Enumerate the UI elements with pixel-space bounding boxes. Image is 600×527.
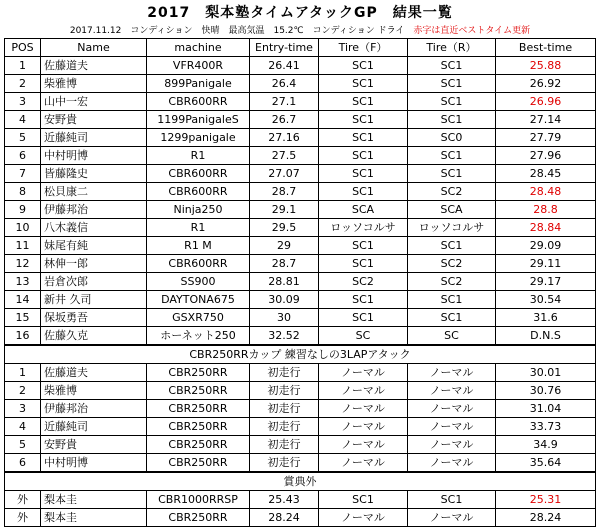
cell-machine: CBR600RR xyxy=(147,255,250,273)
cell-tire-front: ノーマル xyxy=(319,418,408,436)
cell-pos: 9 xyxy=(5,201,41,219)
cell-entry-time: 27.1 xyxy=(250,93,319,111)
extra-section-header-title: 賞典外 xyxy=(5,472,596,491)
cell-tire-rear: SC1 xyxy=(408,57,496,75)
table-row xyxy=(5,237,596,255)
cell-tire-front: ノーマル xyxy=(319,400,408,418)
cell-name: 妹尾有純 xyxy=(41,237,147,255)
cup-section-header xyxy=(5,345,596,364)
header-best-time: Best-time xyxy=(496,39,596,57)
header-pos: POS xyxy=(5,39,41,57)
cell-pos: 7 xyxy=(5,165,41,183)
conditions-line xyxy=(0,23,600,36)
cell-pos: 3 xyxy=(5,93,41,111)
cell-best-time: 31.6 xyxy=(496,309,596,327)
cell-machine: CBR600RR xyxy=(147,165,250,183)
cell-best-time: 26.96 xyxy=(496,93,596,111)
cell-entry-time: 初走行 xyxy=(250,400,319,418)
cell-pos: 13 xyxy=(5,273,41,291)
cell-entry-time: 初走行 xyxy=(250,382,319,400)
cell-machine: DAYTONA675 xyxy=(147,291,250,309)
cell-tire-rear: SC1 xyxy=(408,75,496,93)
cell-best-time: 26.92 xyxy=(496,75,596,93)
conditions-note: 赤字は直近ベストタイム更新 xyxy=(413,26,531,36)
cell-machine: CBR250RR xyxy=(147,400,250,418)
cell-machine: Ninja250 xyxy=(147,201,250,219)
cell-best-time: D.N.S xyxy=(496,327,596,346)
cell-tire-front: SC1 xyxy=(319,111,408,129)
cell-pos: 10 xyxy=(5,219,41,237)
cell-pos: 4 xyxy=(5,111,41,129)
cell-machine: CBR600RR xyxy=(147,93,250,111)
cell-tire-front: SC1 xyxy=(319,491,408,509)
cell-best-time: 29.09 xyxy=(496,237,596,255)
cell-machine: CBR250RR xyxy=(147,364,250,382)
header-entry-time: Entry-time xyxy=(250,39,319,57)
cell-tire-rear: SC1 xyxy=(408,93,496,111)
cell-best-time: 25.31 xyxy=(496,491,596,509)
extra-section-header xyxy=(5,472,596,491)
cell-name: 中村明博 xyxy=(41,147,147,165)
cell-tire-rear: ノーマル xyxy=(408,364,496,382)
cell-tire-rear: SC1 xyxy=(408,165,496,183)
cell-tire-rear: SC0 xyxy=(408,129,496,147)
cell-name: 佐藤道夫 xyxy=(41,364,147,382)
cell-tire-rear: SCA xyxy=(408,201,496,219)
cell-entry-time: 26.41 xyxy=(250,57,319,75)
cell-tire-front: ノーマル xyxy=(319,509,408,527)
cell-name: 中村明博 xyxy=(41,454,147,473)
cell-machine: 1299panigale xyxy=(147,129,250,147)
cell-best-time: 29.11 xyxy=(496,255,596,273)
cell-best-time: 28.48 xyxy=(496,183,596,201)
cell-machine: GSXR750 xyxy=(147,309,250,327)
cell-tire-front: ノーマル xyxy=(319,364,408,382)
cell-tire-rear: ロッソコルサ xyxy=(408,219,496,237)
cell-entry-time: 25.43 xyxy=(250,491,319,509)
cell-pos: 8 xyxy=(5,183,41,201)
cell-name: 八木義信 xyxy=(41,219,147,237)
cell-entry-time: 27.16 xyxy=(250,129,319,147)
cell-tire-front: ノーマル xyxy=(319,436,408,454)
cell-best-time: 28.8 xyxy=(496,201,596,219)
cell-pos: 2 xyxy=(5,382,41,400)
cell-pos: 11 xyxy=(5,237,41,255)
conditions-text: 2017.11.12 コンディション 快晴 最高気温 15.2℃ コンディション ドライ xyxy=(69,26,414,36)
cell-tire-front: SC2 xyxy=(319,273,408,291)
cell-best-time: 33.73 xyxy=(496,418,596,436)
cell-entry-time: 27.07 xyxy=(250,165,319,183)
cell-name: 伊藤邦治 xyxy=(41,201,147,219)
cell-entry-time: 30.09 xyxy=(250,291,319,309)
cell-pos: 1 xyxy=(5,364,41,382)
cell-best-time: 25.88 xyxy=(496,57,596,75)
table-row xyxy=(5,291,596,309)
cell-tire-rear: ノーマル xyxy=(408,382,496,400)
table-row xyxy=(5,147,596,165)
cell-tire-front: SC1 xyxy=(319,309,408,327)
cell-entry-time: 32.52 xyxy=(250,327,319,346)
cell-tire-front: SC1 xyxy=(319,129,408,147)
cell-best-time: 35.64 xyxy=(496,454,596,473)
cell-entry-time: 28.7 xyxy=(250,183,319,201)
table-row xyxy=(5,491,596,509)
cell-best-time: 27.96 xyxy=(496,147,596,165)
table-row xyxy=(5,75,596,93)
cell-best-time: 27.79 xyxy=(496,129,596,147)
cell-machine: R1 xyxy=(147,147,250,165)
cell-pos: 5 xyxy=(5,129,41,147)
cell-tire-rear: SC xyxy=(408,327,496,346)
cell-entry-time: 初走行 xyxy=(250,454,319,473)
cell-machine: R1 M xyxy=(147,237,250,255)
cell-name: 山中一宏 xyxy=(41,93,147,111)
cell-best-time: 29.17 xyxy=(496,273,596,291)
table-row xyxy=(5,273,596,291)
header-machine: machine xyxy=(147,39,250,57)
cell-tire-rear: SC1 xyxy=(408,309,496,327)
table-row xyxy=(5,418,596,436)
cell-machine: CBR250RR xyxy=(147,418,250,436)
cell-pos: 外 xyxy=(5,509,41,527)
cell-name: 林伸一郎 xyxy=(41,255,147,273)
cell-pos: 14 xyxy=(5,291,41,309)
cell-tire-front: SC1 xyxy=(319,147,408,165)
cell-machine: 899Panigale xyxy=(147,75,250,93)
cell-machine: R1 xyxy=(147,219,250,237)
table-row xyxy=(5,111,596,129)
cell-entry-time: 30 xyxy=(250,309,319,327)
cell-pos: 外 xyxy=(5,491,41,509)
cell-entry-time: 初走行 xyxy=(250,364,319,382)
cup-section-header-title: CBR250RRカップ 練習なしの3LAPアタック xyxy=(5,345,596,364)
table-row xyxy=(5,219,596,237)
cell-best-time: 28.84 xyxy=(496,219,596,237)
cell-entry-time: 29.5 xyxy=(250,219,319,237)
cell-machine: CBR600RR xyxy=(147,183,250,201)
cell-tire-rear: ノーマル xyxy=(408,436,496,454)
table-row xyxy=(5,454,596,473)
cell-entry-time: 初走行 xyxy=(250,436,319,454)
cell-tire-front: SC1 xyxy=(319,165,408,183)
cell-tire-front: ロッソコルサ xyxy=(319,219,408,237)
cell-best-time: 30.76 xyxy=(496,382,596,400)
cell-name: 梨本圭 xyxy=(41,491,147,509)
cell-tire-rear: ノーマル xyxy=(408,454,496,473)
cell-entry-time: 26.7 xyxy=(250,111,319,129)
table-row xyxy=(5,400,596,418)
cell-machine: VFR400R xyxy=(147,57,250,75)
table-row xyxy=(5,93,596,111)
cell-tire-front: SC1 xyxy=(319,57,408,75)
cell-best-time: 30.01 xyxy=(496,364,596,382)
cell-pos: 3 xyxy=(5,400,41,418)
cell-tire-rear: SC1 xyxy=(408,147,496,165)
cell-name: 佐藤久克 xyxy=(41,327,147,346)
cell-machine: CBR250RR xyxy=(147,436,250,454)
header-row xyxy=(5,39,596,57)
cell-machine: CBR250RR xyxy=(147,382,250,400)
cell-tire-front: SC1 xyxy=(319,255,408,273)
header-tire-rear: Tire（R） xyxy=(408,39,496,57)
cell-machine: CBR1000RRSP xyxy=(147,491,250,509)
cell-name: 柴雅博 xyxy=(41,382,147,400)
table-row xyxy=(5,327,596,346)
cell-machine: CBR250RR xyxy=(147,454,250,473)
cell-best-time: 31.04 xyxy=(496,400,596,418)
cell-pos: 6 xyxy=(5,147,41,165)
cell-name: 近藤純司 xyxy=(41,418,147,436)
cell-tire-front: SC1 xyxy=(319,291,408,309)
cell-tire-rear: SC1 xyxy=(408,111,496,129)
cell-entry-time: 28.81 xyxy=(250,273,319,291)
cell-best-time: 34.9 xyxy=(496,436,596,454)
cell-name: 梨本圭 xyxy=(41,509,147,527)
cell-tire-rear: SC2 xyxy=(408,255,496,273)
cell-tire-rear: SC1 xyxy=(408,291,496,309)
cell-tire-front: SCA xyxy=(319,201,408,219)
table-row xyxy=(5,509,596,527)
cell-machine: SS900 xyxy=(147,273,250,291)
cell-name: 安野貴 xyxy=(41,111,147,129)
header-tire-front: Tire（F） xyxy=(319,39,408,57)
results-table xyxy=(4,38,596,527)
table-row xyxy=(5,183,596,201)
cell-name: 新井 久司 xyxy=(41,291,147,309)
cell-tire-front: SC1 xyxy=(319,93,408,111)
table-row xyxy=(5,129,596,147)
cell-pos: 4 xyxy=(5,418,41,436)
cell-entry-time: 26.4 xyxy=(250,75,319,93)
cell-entry-time: 27.5 xyxy=(250,147,319,165)
cell-tire-rear: ノーマル xyxy=(408,400,496,418)
cell-tire-front: SC1 xyxy=(319,75,408,93)
cell-tire-front: SC1 xyxy=(319,237,408,255)
cell-pos: 5 xyxy=(5,436,41,454)
cell-tire-rear: SC2 xyxy=(408,183,496,201)
cell-tire-rear: ノーマル xyxy=(408,509,496,527)
table-row xyxy=(5,364,596,382)
cell-machine: 1199PanigaleS xyxy=(147,111,250,129)
cell-pos: 6 xyxy=(5,454,41,473)
cell-name: 皆藤隆史 xyxy=(41,165,147,183)
results-body xyxy=(5,39,596,527)
cell-tire-rear: SC1 xyxy=(408,491,496,509)
cell-tire-front: ノーマル xyxy=(319,454,408,473)
cell-name: 近藤純司 xyxy=(41,129,147,147)
cell-machine: CBR250RR xyxy=(147,509,250,527)
table-row xyxy=(5,255,596,273)
cell-name: 松貝康二 xyxy=(41,183,147,201)
cell-name: 伊藤邦治 xyxy=(41,400,147,418)
cell-pos: 15 xyxy=(5,309,41,327)
table-row xyxy=(5,382,596,400)
table-row xyxy=(5,57,596,75)
cell-entry-time: 29 xyxy=(250,237,319,255)
header-name: Name xyxy=(41,39,147,57)
cell-best-time: 27.14 xyxy=(496,111,596,129)
cell-tire-rear: SC2 xyxy=(408,273,496,291)
cell-pos: 12 xyxy=(5,255,41,273)
page-title: 2017 梨本塾タイムアタックGP 結果一覧 xyxy=(147,5,453,21)
cell-best-time: 28.24 xyxy=(496,509,596,527)
cell-pos: 1 xyxy=(5,57,41,75)
cell-tire-front: SC xyxy=(319,327,408,346)
cell-pos: 2 xyxy=(5,75,41,93)
cell-pos: 16 xyxy=(5,327,41,346)
table-row xyxy=(5,309,596,327)
cell-entry-time: 29.1 xyxy=(250,201,319,219)
cell-name: 保坂勇吾 xyxy=(41,309,147,327)
table-row xyxy=(5,436,596,454)
cell-entry-time: 28.7 xyxy=(250,255,319,273)
cell-name: 安野貴 xyxy=(41,436,147,454)
cell-entry-time: 28.24 xyxy=(250,509,319,527)
cell-best-time: 30.54 xyxy=(496,291,596,309)
cell-tire-front: SC1 xyxy=(319,183,408,201)
cell-tire-front: ノーマル xyxy=(319,382,408,400)
cell-name: 岩倉次郎 xyxy=(41,273,147,291)
cell-machine: ホーネット250 xyxy=(147,327,250,346)
cell-tire-rear: ノーマル xyxy=(408,418,496,436)
cell-name: 佐藤道夫 xyxy=(41,57,147,75)
cell-tire-rear: SC1 xyxy=(408,237,496,255)
cell-name: 柴雅博 xyxy=(41,75,147,93)
cell-entry-time: 初走行 xyxy=(250,418,319,436)
table-row xyxy=(5,165,596,183)
table-row xyxy=(5,201,596,219)
cell-best-time: 28.45 xyxy=(496,165,596,183)
